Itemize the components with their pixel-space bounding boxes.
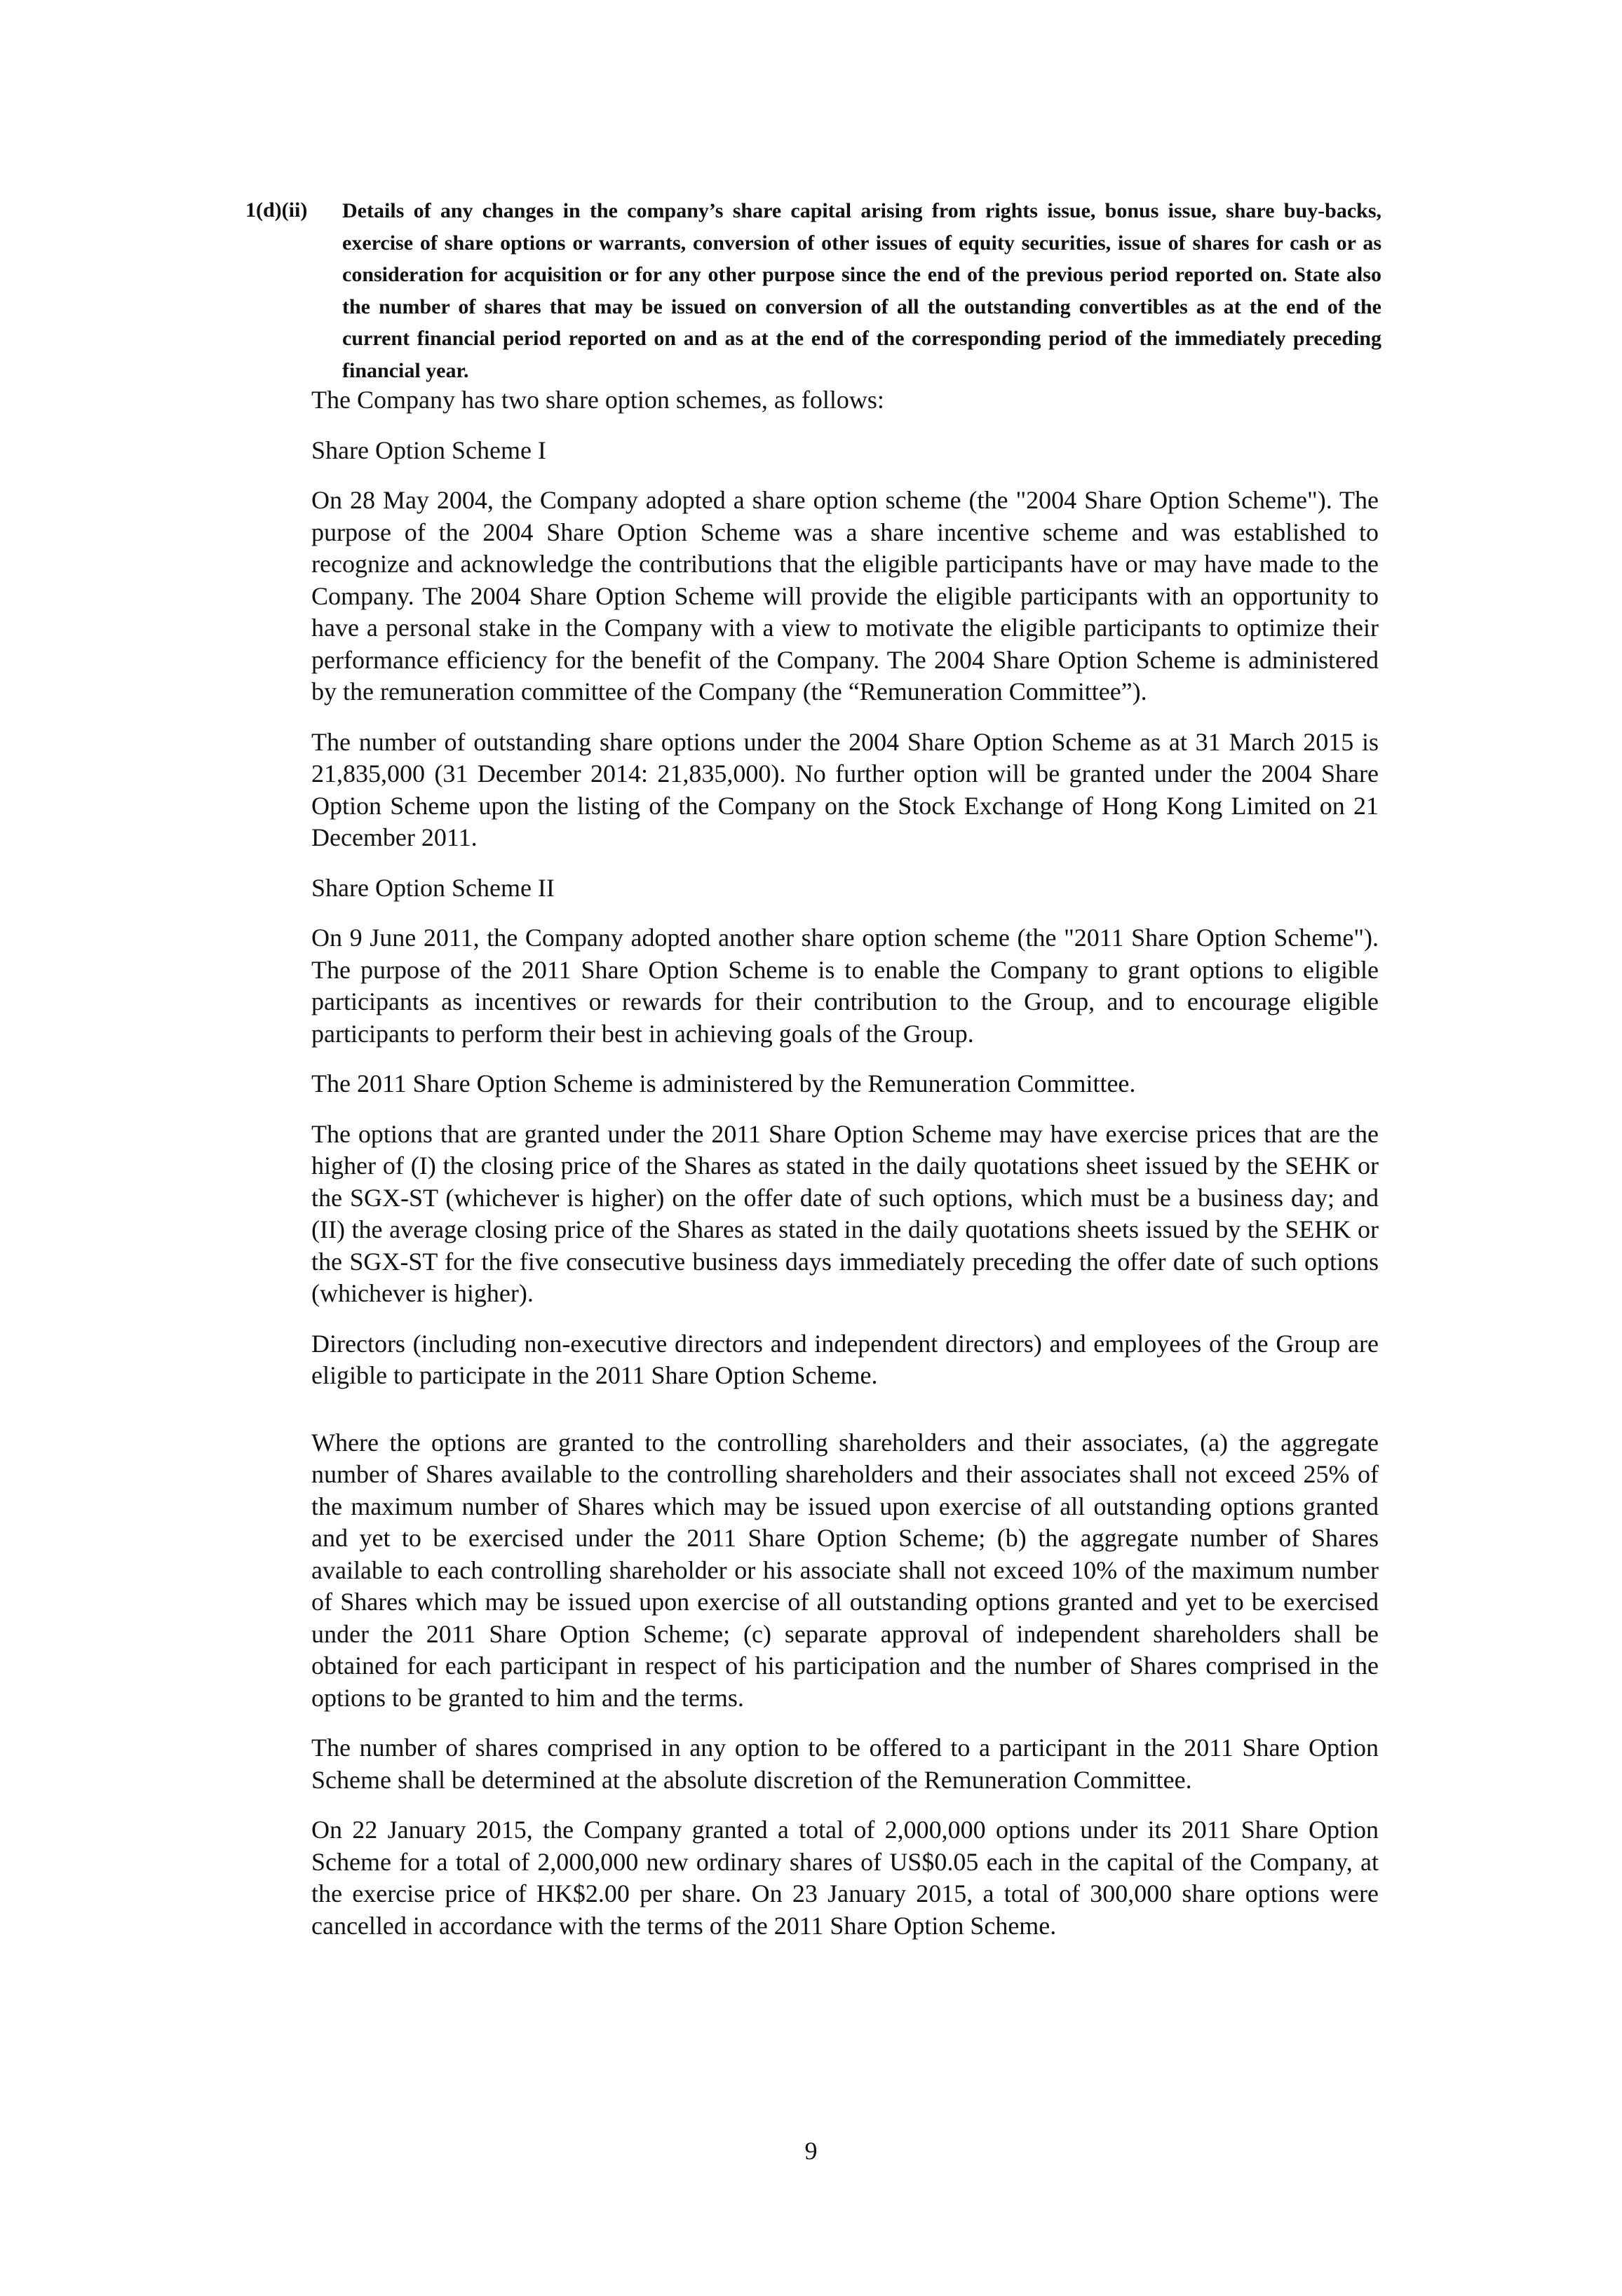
paragraph-2011-administration: The 2011 Share Option Scheme is administered by the Remuneration Committee. [311, 1069, 1136, 1098]
subheading-scheme-i: Share Option Scheme I [311, 435, 546, 464]
paragraph-exercise-prices: The options that are granted under the 2011 Share Option Scheme may have exercise prices that are the higher of (I) the closing price of the Shares as stated in the daily quotations sheet issued by the SEHK or the SGX-ST (whichever is higher) on the offer date of such options, which must be a business day; and (II) the average closing price of the Shares as stated in the daily quotations sheets issued by the SEHK or the SGX-ST for the five consecutive business days immediately preceding the offer date of such options (whichever is higher). [311, 1119, 1379, 1307]
subheading-scheme-ii: Share Option Scheme II [311, 873, 555, 902]
paragraph-option-size: The number of shares comprised in any option to be offered to a participant in the 2011 Share Option Scheme shall be determined at the absolute discretion of the Remuneration Committee. [311, 1734, 1379, 1794]
section-heading-text: Details of any changes in the company’s share capital arising from rights issue, bonus issue, share buy-backs, exercise of share options or warrants, conversion of other issues of equity securities, issue of shares for cash or as consideration for acquisition or for any other purpose since the end of the previous period reported on. State also the number of shares that may be issued on conversion of all the outstanding convertibles as at the end of the current financial period reported on and as at the end of the corresponding period of the immediately preceding financial year. [342, 199, 1381, 382]
section-heading [245, 195, 1381, 386]
body-text [311, 384, 1379, 1960]
page-number: 9 [804, 2137, 818, 2165]
paragraph-eligibility: Directors (including non-executive directors and independent directors) and employees of the Group are eligible to participate in the 2011 Share Option Scheme. [311, 1329, 1379, 1389]
paragraph-2011-scheme-adoption: On 9 June 2011, the Company adopted another share option scheme (the "2011 Share Option Scheme"). The purpose of the 2011 Share Option Scheme is to enable the Company to grant options to eligible participants as incentives or rewards for their contribution to the Group, and to encourage eligible participants to perform their best in achieving goals of the Group. [311, 924, 1379, 1048]
paragraph-intro: The Company has two share option schemes, as follows: [311, 386, 884, 414]
section-number: 1(d)(ii) [245, 198, 308, 222]
paragraph-2004-outstanding-options: The number of outstanding share options under the 2004 Share Option Scheme as at 31 March 2015 is 21,835,000 (31 December 2014: 21,835,000). No further option will be granted under the 2004 Share Option Scheme upon the listing of the Company on the Stock Exchange of Hong Kong Limited on 21 December 2011. [311, 727, 1379, 851]
paragraph-grants-2015: On 22 January 2015, the Company granted a total of 2,000,000 options under its 2011 Share Option Scheme for a total of 2,000,000 new ordinary shares of US$0.05 each in the capital of the Company, at the exercise price of HK$2.00 per share. On 23 January 2015, a total of 300,000 share options were cancelled in accordance with the terms of the 2011 Share Option Scheme. [311, 1816, 1379, 1940]
paragraph-controlling-shareholders: Where the options are granted to the controlling shareholders and their associates, (a) the aggregate number of Shares available to the controlling shareholders and their associates shall not exceed 25% of the maximum number of Shares which may be issued upon exercise of all outstanding options granted and yet to be exercised under the 2011 Share Option Scheme; (b) the aggregate number of Shares available to each controlling shareholder or his associate shall not exceed 10% of the maximum number of Shares which may be issued upon exercise of all outstanding options granted and yet to be exercised under the 2011 Share Option Scheme; (c) separate approval of independent shareholders shall be obtained for each participant in respect of his participation and the number of Shares comprised in the options to be granted to him and the terms. [311, 1428, 1379, 1712]
paragraph-2004-scheme-adoption: On 28 May 2004, the Company adopted a share option scheme (the "2004 Share Option Scheme"). The purpose of the 2004 Share Option Scheme was a share incentive scheme and was established to recognize and acknowledge the contributions that the eligible participants have or may have made to the Company. The 2004 Share Option Scheme will provide the eligible participants with an opportunity to have a personal stake in the Company with a view to motivate the eligible participants to optimize their performance efficiency for the benefit of the Company. The 2004 Share Option Scheme is administered by the remuneration committee of the Company (the “Remuneration Committee”). [311, 486, 1379, 705]
